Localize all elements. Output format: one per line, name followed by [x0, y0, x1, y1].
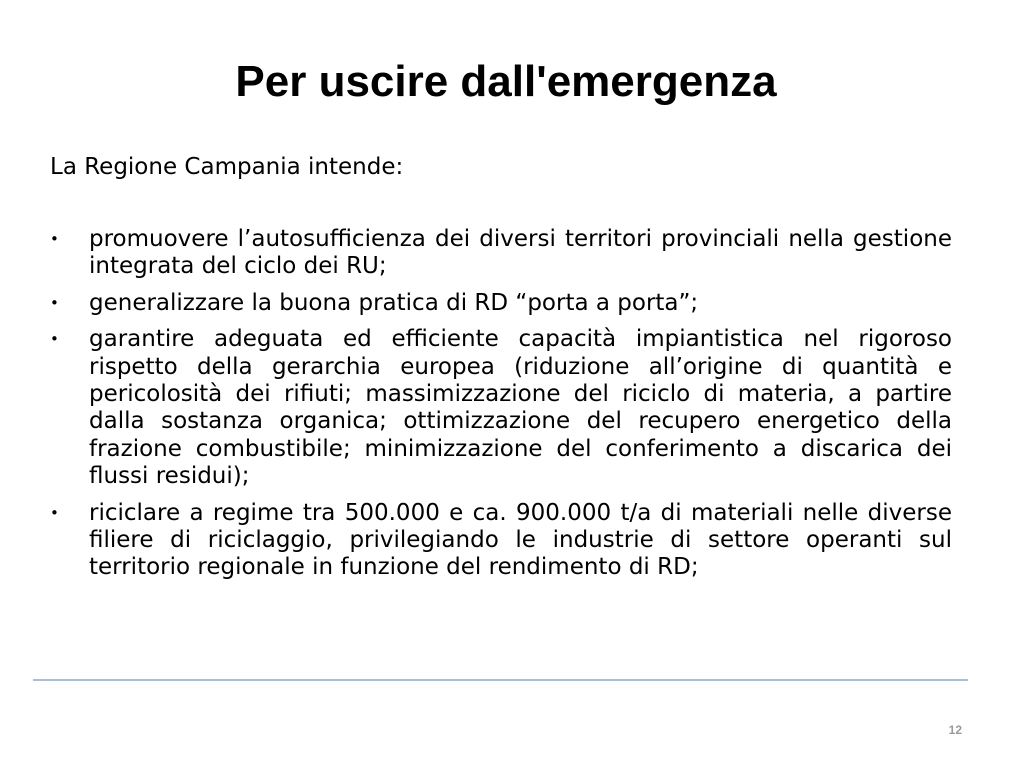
footer-divider [33, 679, 968, 681]
bullet-item [50, 326, 952, 490]
bullet-item [50, 290, 952, 317]
bullet-item [50, 500, 952, 582]
slide-title: Per uscire dall'emergenza [235, 57, 777, 106]
intro-text: La Regione Campania intende: [50, 154, 404, 180]
page-number: 12 [948, 723, 962, 737]
bullet-item [50, 226, 952, 281]
bullet-marker: • [50, 230, 59, 248]
bullet-text: generalizzare la buona pratica di RD “porta a porta”; [89, 289, 699, 316]
bullet-marker: • [50, 330, 59, 349]
bullet-list [50, 226, 952, 591]
bullet-text: garantire adeguata ed efficiente capacità impiantistica nel rigoroso rispetto della gerarchia europea (riduzione all’origine di quantità e pericolosità dei rifiuti; massimizzazione del riciclo di materia, a partire dalla sostanza organica; ottimizzazione del recupero energetico della frazione combustibile; minimizzazione del conferimento a discarica dei flussi residui); [89, 326, 952, 490]
bullet-text: riciclare a regime tra 500.000 e ca. 900.000 t/a di materiali nelle diverse filiere di riciclaggio, privilegiando le industrie di settore operanti sul territorio regionale in funzione del rendimento di RD; [89, 499, 952, 581]
bullet-text: promuovere l’autosufficienza dei diversi territori provinciali nella gestione integrata del ciclo dei RU; [89, 226, 952, 280]
bullet-marker: • [50, 503, 59, 522]
bullet-marker: • [50, 293, 59, 312]
